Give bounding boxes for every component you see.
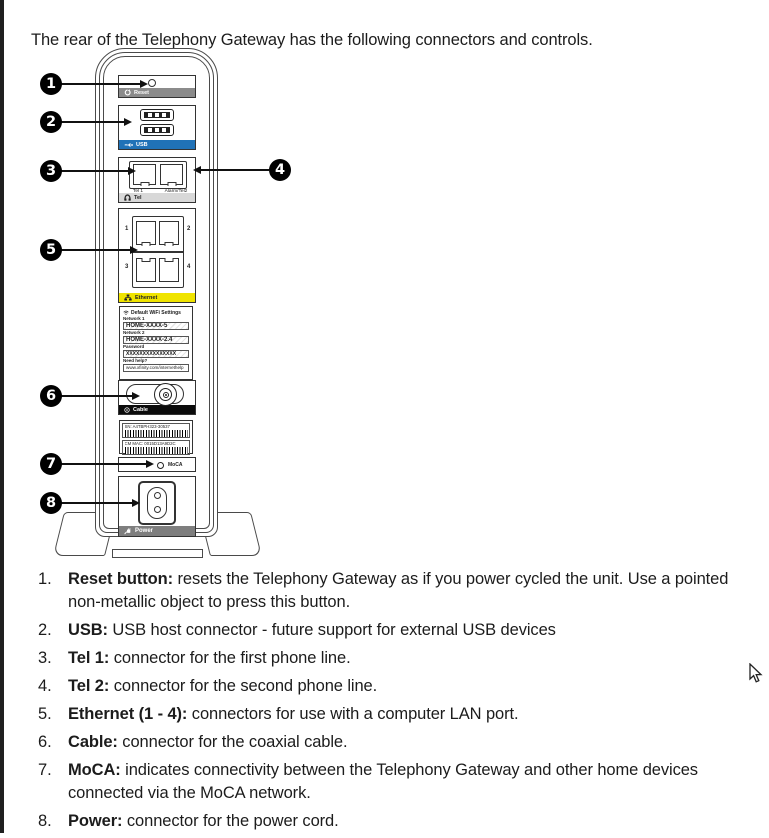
list-item-text — [68, 647, 351, 670]
coax-icon — [124, 407, 130, 413]
list-item-term: MoCA: — [68, 761, 121, 779]
tel2-jack-label: Alarm/Tel2 — [164, 189, 188, 194]
list-item-term: Cable: — [68, 733, 118, 751]
ethernet-bracket-divider — [133, 251, 183, 253]
callout-line-7 — [61, 463, 146, 465]
list-item-term: USB: — [68, 621, 108, 639]
tel-label: Tel — [134, 194, 142, 201]
list-item-desc: connector for the power cord. — [122, 812, 339, 830]
list-item-term: Ethernet (1 - 4): — [68, 705, 188, 723]
ethernet-port-number-2: 2 — [187, 226, 191, 232]
list-item-term: Tel 2: — [68, 677, 110, 695]
jack-tab — [140, 182, 149, 186]
ethernet-jack-bracket — [132, 216, 184, 288]
cable-area — [119, 381, 195, 405]
list-item-text — [68, 810, 339, 833]
network2-value: HOME-XXXX-2.4 — [123, 336, 189, 344]
list-item-number: 3. — [38, 649, 52, 667]
list-item-desc: resets the Telephony Gateway as if you power cycled the unit. Use a pointed non-metallic object to press this button. — [68, 570, 729, 611]
usb-bar — [119, 140, 195, 149]
usb-section — [118, 105, 196, 150]
callout-badge-1: 1 — [40, 73, 62, 95]
serial-sticker — [119, 420, 193, 454]
network-icon — [124, 294, 132, 301]
reset-label: Reset — [134, 89, 149, 96]
connector-list-item — [38, 675, 748, 698]
callout-line-3 — [61, 170, 128, 172]
mac-barcode — [125, 447, 188, 454]
mac-text: CM MAC: 0015D13A9D2C — [124, 441, 176, 446]
power-section — [118, 476, 196, 537]
list-item-number: 5. — [38, 705, 52, 723]
wifi-title-row — [123, 309, 189, 316]
power-connector[interactable] — [138, 481, 176, 525]
phone-icon — [124, 194, 131, 201]
ethernet-label: Ethernet — [135, 294, 158, 301]
plug-icon — [124, 528, 132, 535]
mac-row — [122, 440, 190, 456]
wifi-icon — [123, 310, 129, 315]
power-pin-bottom — [154, 506, 161, 513]
serial-number-text: SN: A4TBPH323-30537 — [124, 424, 170, 429]
connector-list-item — [38, 619, 748, 642]
arrowhead-3 — [128, 167, 136, 175]
power-connector-pill — [147, 487, 167, 519]
connector-list-item — [38, 731, 748, 754]
coax-center-pin — [165, 394, 167, 396]
ethernet-section — [118, 208, 196, 303]
ethernet-port-number-1: 1 — [125, 226, 129, 232]
callout-line-8 — [61, 502, 132, 504]
jack-tab — [165, 242, 174, 246]
serial-barcode — [125, 430, 188, 437]
callout-badge-8: 8 — [40, 492, 62, 514]
callout-line-1 — [61, 83, 140, 85]
usb-label: USB — [136, 141, 148, 148]
callout-badge-5: 5 — [40, 239, 62, 261]
network2-label: Network 2 — [123, 330, 145, 335]
reset-bar — [119, 88, 195, 97]
usb-port-2[interactable] — [140, 124, 174, 136]
arrowhead-6 — [132, 392, 140, 400]
tel-jack-labels — [119, 189, 195, 194]
power-label: Power — [135, 528, 154, 534]
list-item-text — [68, 703, 518, 726]
usb-icon — [124, 142, 133, 148]
connector-list-item — [38, 810, 748, 833]
reset-area — [119, 76, 195, 88]
network1-value: HOME-XXXX-5 — [123, 322, 189, 330]
moca-label: MoCA — [168, 462, 183, 468]
cable-bar — [119, 405, 195, 414]
list-item-number: 6. — [38, 733, 52, 751]
callout-badge-4: 4 — [269, 159, 291, 181]
reset-button[interactable] — [148, 79, 156, 87]
callout-badge-2: 2 — [40, 111, 62, 133]
ethernet-jack-4[interactable] — [159, 258, 179, 282]
connector-list-item — [38, 568, 748, 614]
tel-area — [119, 158, 195, 193]
ethernet-port-number-4: 4 — [187, 264, 191, 270]
ethernet-port-number-3: 3 — [125, 264, 129, 270]
tel1-jack[interactable] — [133, 164, 156, 185]
ethernet-jack-2[interactable] — [159, 221, 179, 245]
power-pin-top — [154, 492, 161, 499]
list-item-text — [68, 731, 348, 754]
arrowhead-8 — [132, 499, 140, 507]
callout-line-4 — [201, 169, 269, 171]
list-item-text — [68, 619, 556, 642]
cable-section — [118, 380, 196, 415]
list-item-term: Reset button: — [68, 570, 174, 588]
intro-text: The rear of the Telephony Gateway has the following connectors and controls. — [31, 30, 593, 49]
connector-list — [38, 568, 748, 838]
password-label: Password — [123, 344, 145, 349]
connector-list-item — [38, 703, 748, 726]
arrowhead-5 — [130, 246, 138, 254]
jack-tab — [165, 258, 174, 262]
list-item-desc: connectors for use with a computer LAN port. — [187, 705, 519, 723]
coax-ring — [159, 388, 172, 401]
mouse-cursor — [749, 663, 764, 684]
callout-badge-6: 6 — [40, 385, 62, 407]
help-label: Need help? — [123, 358, 148, 363]
usb-port-pins — [144, 112, 170, 118]
jack-tab — [142, 258, 151, 262]
reset-section — [118, 75, 196, 98]
ethernet-jack-1[interactable] — [136, 221, 156, 245]
callout-badge-7: 7 — [40, 453, 62, 475]
coax-inner-ring — [163, 392, 169, 398]
list-item-desc: connector for the second phone line. — [109, 677, 378, 695]
list-item-number: 2. — [38, 621, 52, 639]
list-item-desc: indicates connectivity between the Telephony Gateway and other home devices connected via the MoCA network. — [68, 761, 698, 802]
tel1-jack-label: Tel 1 — [132, 189, 144, 194]
callout-line-5 — [61, 249, 130, 251]
jack-tab — [142, 242, 151, 246]
list-item-desc: connector for the coaxial cable. — [117, 733, 348, 751]
serial-number-row — [122, 423, 190, 439]
usb-port-1[interactable] — [140, 109, 174, 121]
list-item-desc: connector for the first phone line. — [109, 649, 351, 667]
list-item-term: Power: — [68, 812, 123, 830]
callout-line-2 — [61, 121, 124, 123]
list-item-term: Tel 1: — [68, 649, 110, 667]
password-value: XXXXXXXXXXXXXXX — [123, 350, 189, 358]
cable-label: Cable — [133, 406, 148, 413]
list-item-number: 7. — [38, 761, 52, 779]
device-base-bar — [112, 549, 203, 558]
ethernet-jack-3[interactable] — [136, 258, 156, 282]
callout-line-6 — [61, 395, 132, 397]
tel2-jack[interactable] — [160, 164, 183, 185]
list-item-number: 1. — [38, 570, 52, 588]
list-item-number: 4. — [38, 677, 52, 695]
tel-jack-bracket — [129, 161, 187, 189]
wifi-title: Default WiFi Settings — [131, 309, 181, 316]
jack-tab — [167, 182, 176, 186]
reset-icon — [124, 89, 131, 96]
list-item-number: 8. — [38, 812, 52, 830]
ethernet-bar — [119, 293, 195, 302]
usb-port-pins — [144, 127, 170, 133]
moca-led — [157, 462, 164, 469]
list-item-text — [68, 568, 730, 614]
arrowhead-2 — [124, 118, 132, 126]
list-item-text — [68, 759, 730, 805]
arrowhead-7 — [146, 460, 154, 468]
connector-list-item — [38, 759, 748, 805]
list-item-text — [68, 675, 377, 698]
connector-list-item — [38, 647, 748, 670]
coax-connector[interactable] — [154, 383, 177, 406]
callout-badge-3: 3 — [40, 160, 62, 182]
arrowhead-4 — [193, 166, 201, 174]
wifi-settings-sticker — [119, 306, 193, 380]
list-item-desc: USB host connector - future support for external USB devices — [107, 621, 556, 639]
arrowhead-1 — [140, 80, 148, 88]
tel-section — [118, 157, 196, 203]
network1-label: Network 1 — [123, 316, 145, 321]
help-url: www.xfinity.com/internethelp — [123, 364, 189, 372]
tel-bar — [119, 193, 195, 202]
power-bar — [119, 526, 195, 536]
